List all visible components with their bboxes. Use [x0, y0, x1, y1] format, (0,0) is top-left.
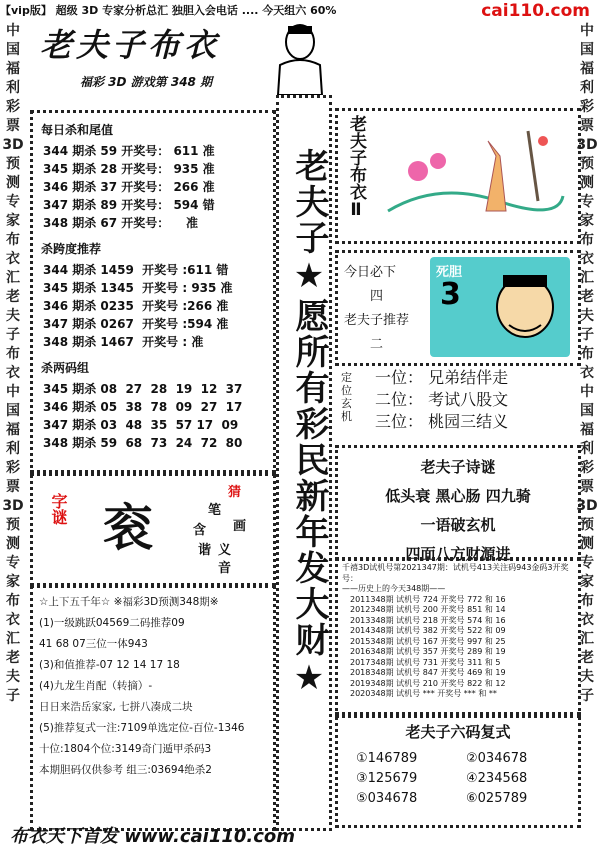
poem-line: 低头衰 黑心肠 四九骑 [385, 487, 531, 505]
history-row: 2019348期 试机号 210 开奖号 822 和 12 [350, 678, 506, 688]
recommend-value: 二 [370, 337, 384, 352]
left-stats-box [30, 110, 276, 476]
kill-span-row: 346 期杀 0235 开奖号 :266 准 [43, 299, 229, 313]
position-item: 三位： 桃园三结义 [375, 412, 509, 431]
page-title: 老夫子布衣 [40, 26, 221, 64]
history-row: 2014348期 试机号 382 开奖号 522 和 09 [350, 626, 506, 635]
six-code-item: ⑥025789 [466, 791, 528, 806]
footer: 布衣天下首发 www.cai110.com [10, 826, 296, 847]
kill-pair-heading: 杀两码组 [41, 361, 90, 375]
history-row: 2012348期 试机号 200 开奖号 851 和 14 [350, 605, 506, 614]
notes-row: (1)一级跳跃04569二码推荐09 [39, 617, 185, 629]
kill-sum-row: 344 期杀 59 开奖号： 611 准 [43, 144, 215, 158]
riddle-box [30, 470, 276, 586]
kill-sum-row: 348 期杀 67 开奖号： 准 [43, 216, 198, 230]
notes-row: 41 68 07三位一体943 [39, 638, 148, 650]
kill-pair-row: 346 期杀 05 38 78 09 27 17 [43, 400, 243, 414]
kill-sum-row: 347 期杀 89 开奖号： 594 错 [43, 198, 215, 212]
poem-box [335, 445, 581, 561]
six-code-title: 老夫子六码复式 [405, 723, 511, 741]
cartoon-badge [430, 257, 570, 357]
six-code-item: ②034678 [466, 751, 528, 766]
history-row: 2011348期 试机号 724 开奖号 772 和 16 [350, 594, 506, 604]
kill-span-heading: 杀跨度推荐 [41, 242, 102, 256]
kill-sum-row: 346 期杀 37 开奖号： 266 准 [43, 180, 215, 194]
six-code-item: ①146789 [356, 751, 418, 766]
history-row: 2015348期 试机号 167 开奖号 997 和 25 [350, 636, 506, 646]
notes-box [30, 585, 276, 831]
kill-pair-row: 347 期杀 03 48 35 57 17 09 [43, 418, 239, 432]
six-code-box [335, 712, 581, 828]
riddle-hint-3: 画 [233, 519, 247, 534]
kill-span-row: 345 期杀 1345 开奖号 : 935 准 [43, 281, 233, 295]
picture-title: 老夫子布衣Ⅱ [346, 115, 366, 220]
history-row: 2013348期 试机号 218 开奖号 574 和 16 [350, 615, 506, 625]
notes-row: (4)九龙生肖配（转摘）- [39, 680, 153, 692]
notes-row: 十位:1804个位:3149奇门遁甲杀码3 [39, 743, 212, 755]
kill-span-row: 344 期杀 1459 开奖号 :611 错 [43, 263, 229, 277]
site-logo[interactable]: cai110.com [477, 0, 594, 22]
header-text: 【vip版】 超级 3D 专家分析总汇 独胆入会电话 .... 今天组六 60% [0, 4, 337, 17]
history-row: 2020348期 试机号 *** 开奖号 *** 和 ** [350, 689, 497, 698]
riddle-character: 衮 [103, 499, 153, 557]
must-pick-label: 今日必下 [344, 265, 397, 280]
notes-row: (3)和值推荐-07 12 14 17 18 [39, 659, 180, 671]
kill-sum-heading: 每日杀和尾值 [41, 123, 114, 137]
position-item: 一位： 兄弟结伴走 [375, 368, 509, 387]
six-code-item: ⑤034678 [356, 791, 418, 806]
page-subtitle: 福彩 3D 游戏第 348 期 [80, 75, 213, 89]
kill-pair-row: 345 期杀 08 27 28 19 12 37 [43, 382, 243, 396]
history-subtitle: ——历史上的今天348期—— [342, 584, 446, 593]
history-intro: 千禧3D试机号第2021347期：试机号413关注码943金码3开奖号： [342, 563, 569, 583]
kill-pair-row: 348 期杀 59 68 73 24 72 80 [43, 436, 243, 450]
notes-row: 本期胆码仅供参考 组三:03694绝杀2 [39, 764, 212, 776]
landscape-illustration-icon [378, 121, 568, 231]
position-label: 定位玄机 [341, 371, 352, 423]
poem-title: 老夫子诗谜 [420, 458, 496, 476]
history-row: 2016348期 试机号 357 开奖号 289 和 19 [350, 647, 506, 656]
six-code-item: ③125679 [356, 771, 418, 786]
history-row: 2018348期 试机号 847 开奖号 469 和 19 [350, 668, 506, 677]
middle-slogan: 老夫子★愿所有彩民新年发大财★ [289, 148, 329, 700]
notes-row: 日日来浩岳家家, 七拼八凑成二块 [39, 701, 193, 713]
kill-span-row: 347 期杀 0267 开奖号 :594 准 [43, 317, 229, 331]
riddle-hint-5: 谐 [198, 543, 212, 558]
poem-line: 一语破玄机 [420, 516, 496, 534]
history-box [335, 557, 581, 718]
kill-span-row: 348 期杀 1467 开奖号 : 准 [43, 335, 204, 349]
position-box [335, 365, 575, 435]
must-pick-value: 四 [370, 289, 384, 304]
riddle-hint-7: 音 [218, 561, 232, 576]
riddle-hint-6: 义 [218, 543, 232, 558]
tips-box [335, 250, 581, 366]
header-bar [0, 0, 600, 22]
position-item: 二位： 考试八股文 [375, 390, 509, 409]
middle-slogan-box [276, 95, 332, 831]
recommend-label: 老夫子推荐 [344, 313, 410, 328]
notes-row: ☆上下五千年☆ ※福彩3D预测348期※ [39, 596, 219, 608]
notes-row: (5)推荐复式一注:7109单选定位-百位-1346 [39, 722, 245, 734]
cartoon-figure-icon [270, 20, 325, 95]
side-right-border: 中国福利彩票3D预测专家布衣汇老夫子布衣中国福利彩票3D预测专家布衣汇老夫子 [576, 23, 598, 704]
six-code-item: ④234568 [466, 771, 528, 786]
riddle-hint-4: 含 [193, 523, 207, 538]
kill-sum-row: 345 期杀 28 开奖号： 935 准 [43, 162, 215, 176]
history-row: 2017348期 试机号 731 开奖号 311 和 5 [350, 657, 501, 667]
cartoon-face-icon [485, 267, 565, 352]
badge-label: 死胆 [436, 265, 463, 280]
riddle-hint-2: 笔 [208, 503, 222, 518]
poem-line: 四面八方财源进 [405, 545, 511, 563]
riddle-label: 字谜 [49, 493, 68, 525]
riddle-hint-1: 猜 [228, 485, 242, 500]
side-left-border: 中国福利彩票3D预测专家布衣汇老夫子布衣中国福利彩票3D预测专家布衣汇老夫子 [2, 23, 24, 704]
right-picture-box [335, 108, 581, 244]
badge-number: 3 [440, 277, 461, 312]
